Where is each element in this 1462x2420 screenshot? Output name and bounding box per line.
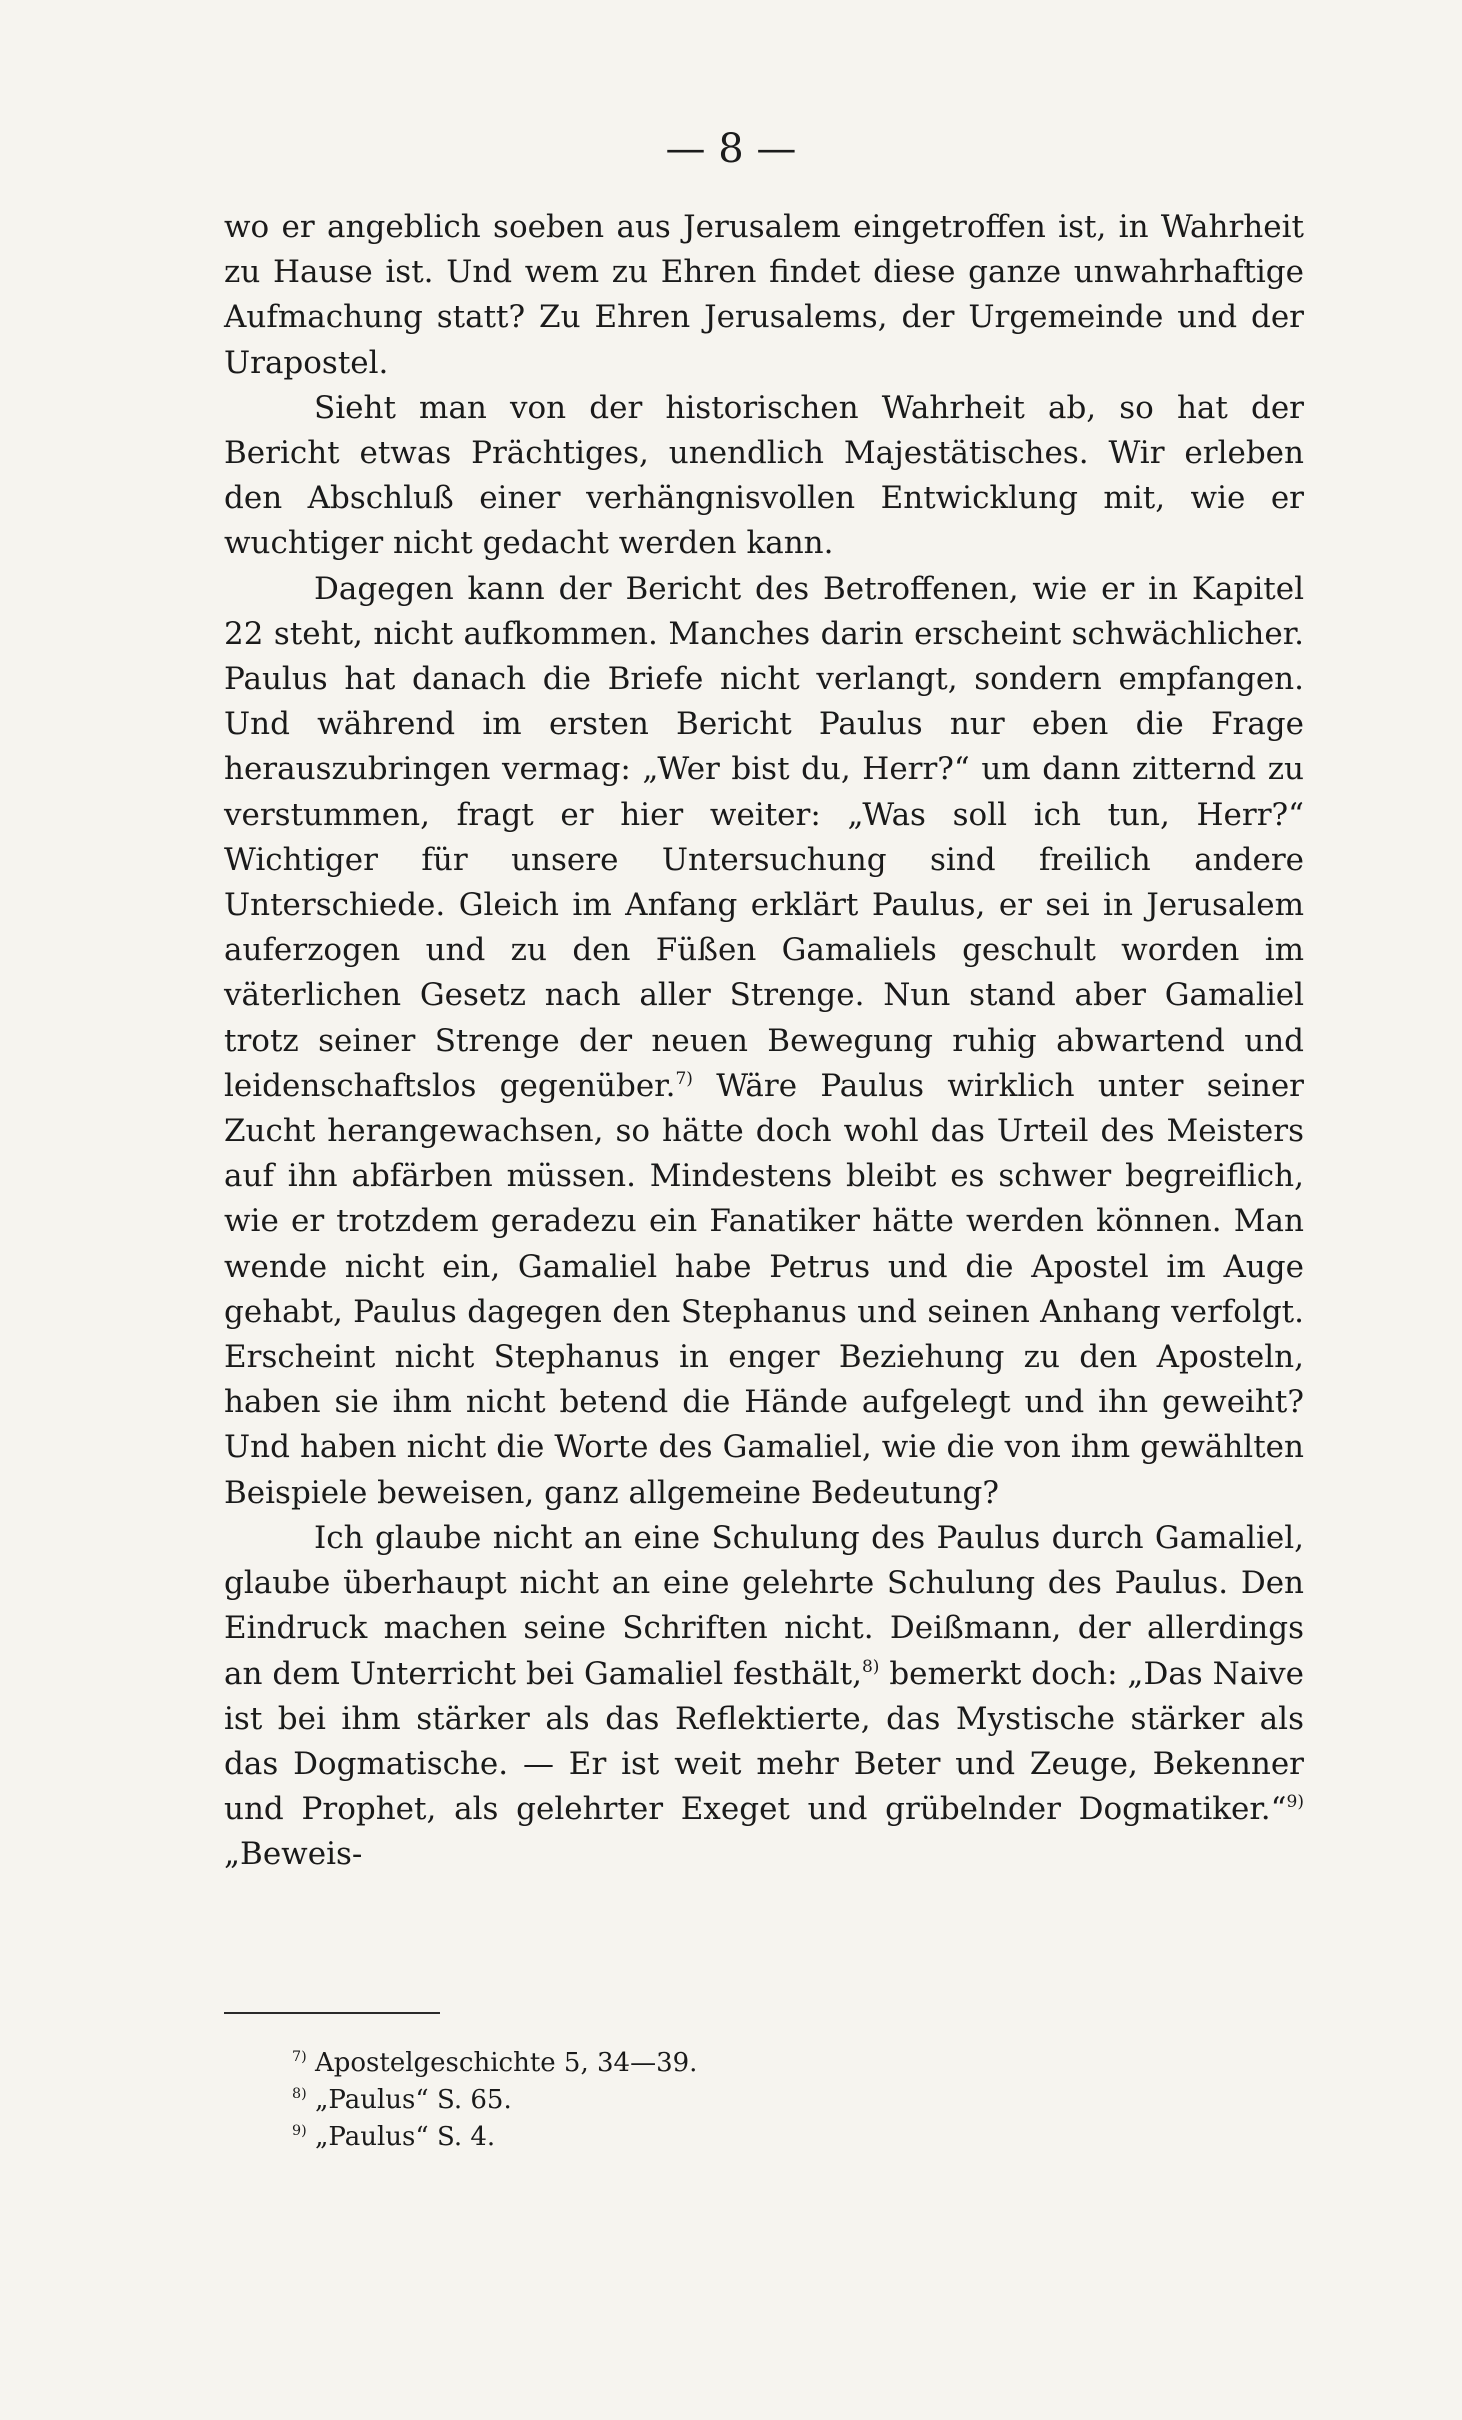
paragraph-3	[224, 567, 1304, 1516]
footnote-7	[292, 2045, 697, 2082]
paragraph-4	[224, 1516, 1304, 1878]
paragraph-text: Dagegen kann der Bericht des Betroffenen, wie er in Kapitel 22 steht, nicht aufkommen. Manches darin erscheint schwächlicher. Paulus hat danach die Briefe nicht verlangt, sondern empfangen. Und während im ersten Bericht Paulus nur eben die Frage herauszubringen vermag: „Wer bist du, Herr?“ um dann zitternd zu verstummen, fragt er hier weiter: „Was soll ich tun, Herr?“ Wichtiger für unsere Untersuchung sind freilich andere Unterschiede. Gleich im Anfang erklärt Paulus, er sei in Jerusalem auferzogen und zu den Füßen Gamaliels geschult worden im väterlichen Gesetz nach aller Strenge. Nun stand aber Gamaliel trotz seiner Strenge der neuen Bewegung ruhig abwartend und leidenschaftslos gegenüber.	[224, 570, 1304, 1104]
footnote-text: „Paulus“ S. 65.	[314, 2085, 512, 2115]
body-text	[224, 205, 1304, 1878]
page-number: — 8 —	[665, 126, 797, 172]
footnote-8	[292, 2082, 697, 2119]
paragraph-text: wo er angeblich soeben aus Jerusalem eingetroffen ist, in Wahrheit zu Hause ist. Und wem zu Ehren findet diese ganze unwahrhaftige Aufmachung statt? Zu Ehren Jerusalems, der Urgemeinde und der Urapostel.	[224, 209, 1304, 381]
footnote-ref-7: 7)	[675, 1068, 693, 1089]
paragraph-text: Wäre Paulus wirklich unter seiner Zucht herangewachsen, so hätte doch wohl das Urteil des Meisters auf ihn abfärben müssen. Mindestens bleibt es schwer begreiflich, wie er trotzdem geradezu ein Fanatiker hätte werden können. Man wende nicht ein, Gamaliel habe Petrus und die Apostel im Auge gehabt, Paulus dagegen den Stephanus und seinen Anhang verfolgt. Erscheint nicht Stephanus in enger Beziehung zu den Aposteln, haben sie ihm nicht betend die Hände aufgelegt und ihn geweiht? Und haben nicht die Worte des Gamaliel, wie die von ihm gewählten Beispiele beweisen, ganz allgemeine Bedeutung?	[224, 1067, 1304, 1511]
footnote-ref-9: 9)	[1286, 1792, 1304, 1813]
paragraph-text: „Beweis-	[224, 1836, 363, 1873]
paragraph-2	[224, 386, 1304, 567]
paragraph-text: Sieht man von der historischen Wahrheit ab, so hat der Bericht etwas Prächtiges, unendlich Majestätisches. Wir erleben den Abschluß einer verhängnisvollen Entwicklung mit, wie er wuchtiger nicht gedacht werden kann.	[224, 389, 1304, 562]
footnote-divider	[224, 2012, 440, 2014]
footnotes	[292, 2045, 697, 2156]
footnote-ref-8: 8)	[861, 1656, 880, 1677]
footnote-mark: 7)	[292, 2049, 307, 2065]
footnote-mark: 9)	[292, 2123, 307, 2139]
footnote-9	[292, 2119, 697, 2156]
footnote-text: „Paulus“ S. 4.	[314, 2122, 496, 2152]
paragraph-1	[224, 205, 1304, 386]
paragraph-text: Ich glaube nicht an eine Schulung des Paulus durch Gamaliel, glaube überhaupt nicht an eine gelehrte Schulung des Paulus. Den Eindruck machen seine Schriften nicht. Deißmann, der allerdings an dem Unterricht bei Gamaliel festhält,	[224, 1519, 1304, 1692]
paragraph-text: bemerkt doch: „Das Naive ist bei ihm stärker als das Reflektierte, das Mystische stärker als das Dogmatische. — Er ist weit mehr Beter und Zeuge, Bekenner und Prophet, als gelehrter Exeget und grübelnder Dogmatiker.“	[224, 1655, 1304, 1828]
footnote-text: Apostelgeschichte 5, 34—39.	[314, 2048, 698, 2078]
footnote-mark: 8)	[292, 2086, 307, 2102]
